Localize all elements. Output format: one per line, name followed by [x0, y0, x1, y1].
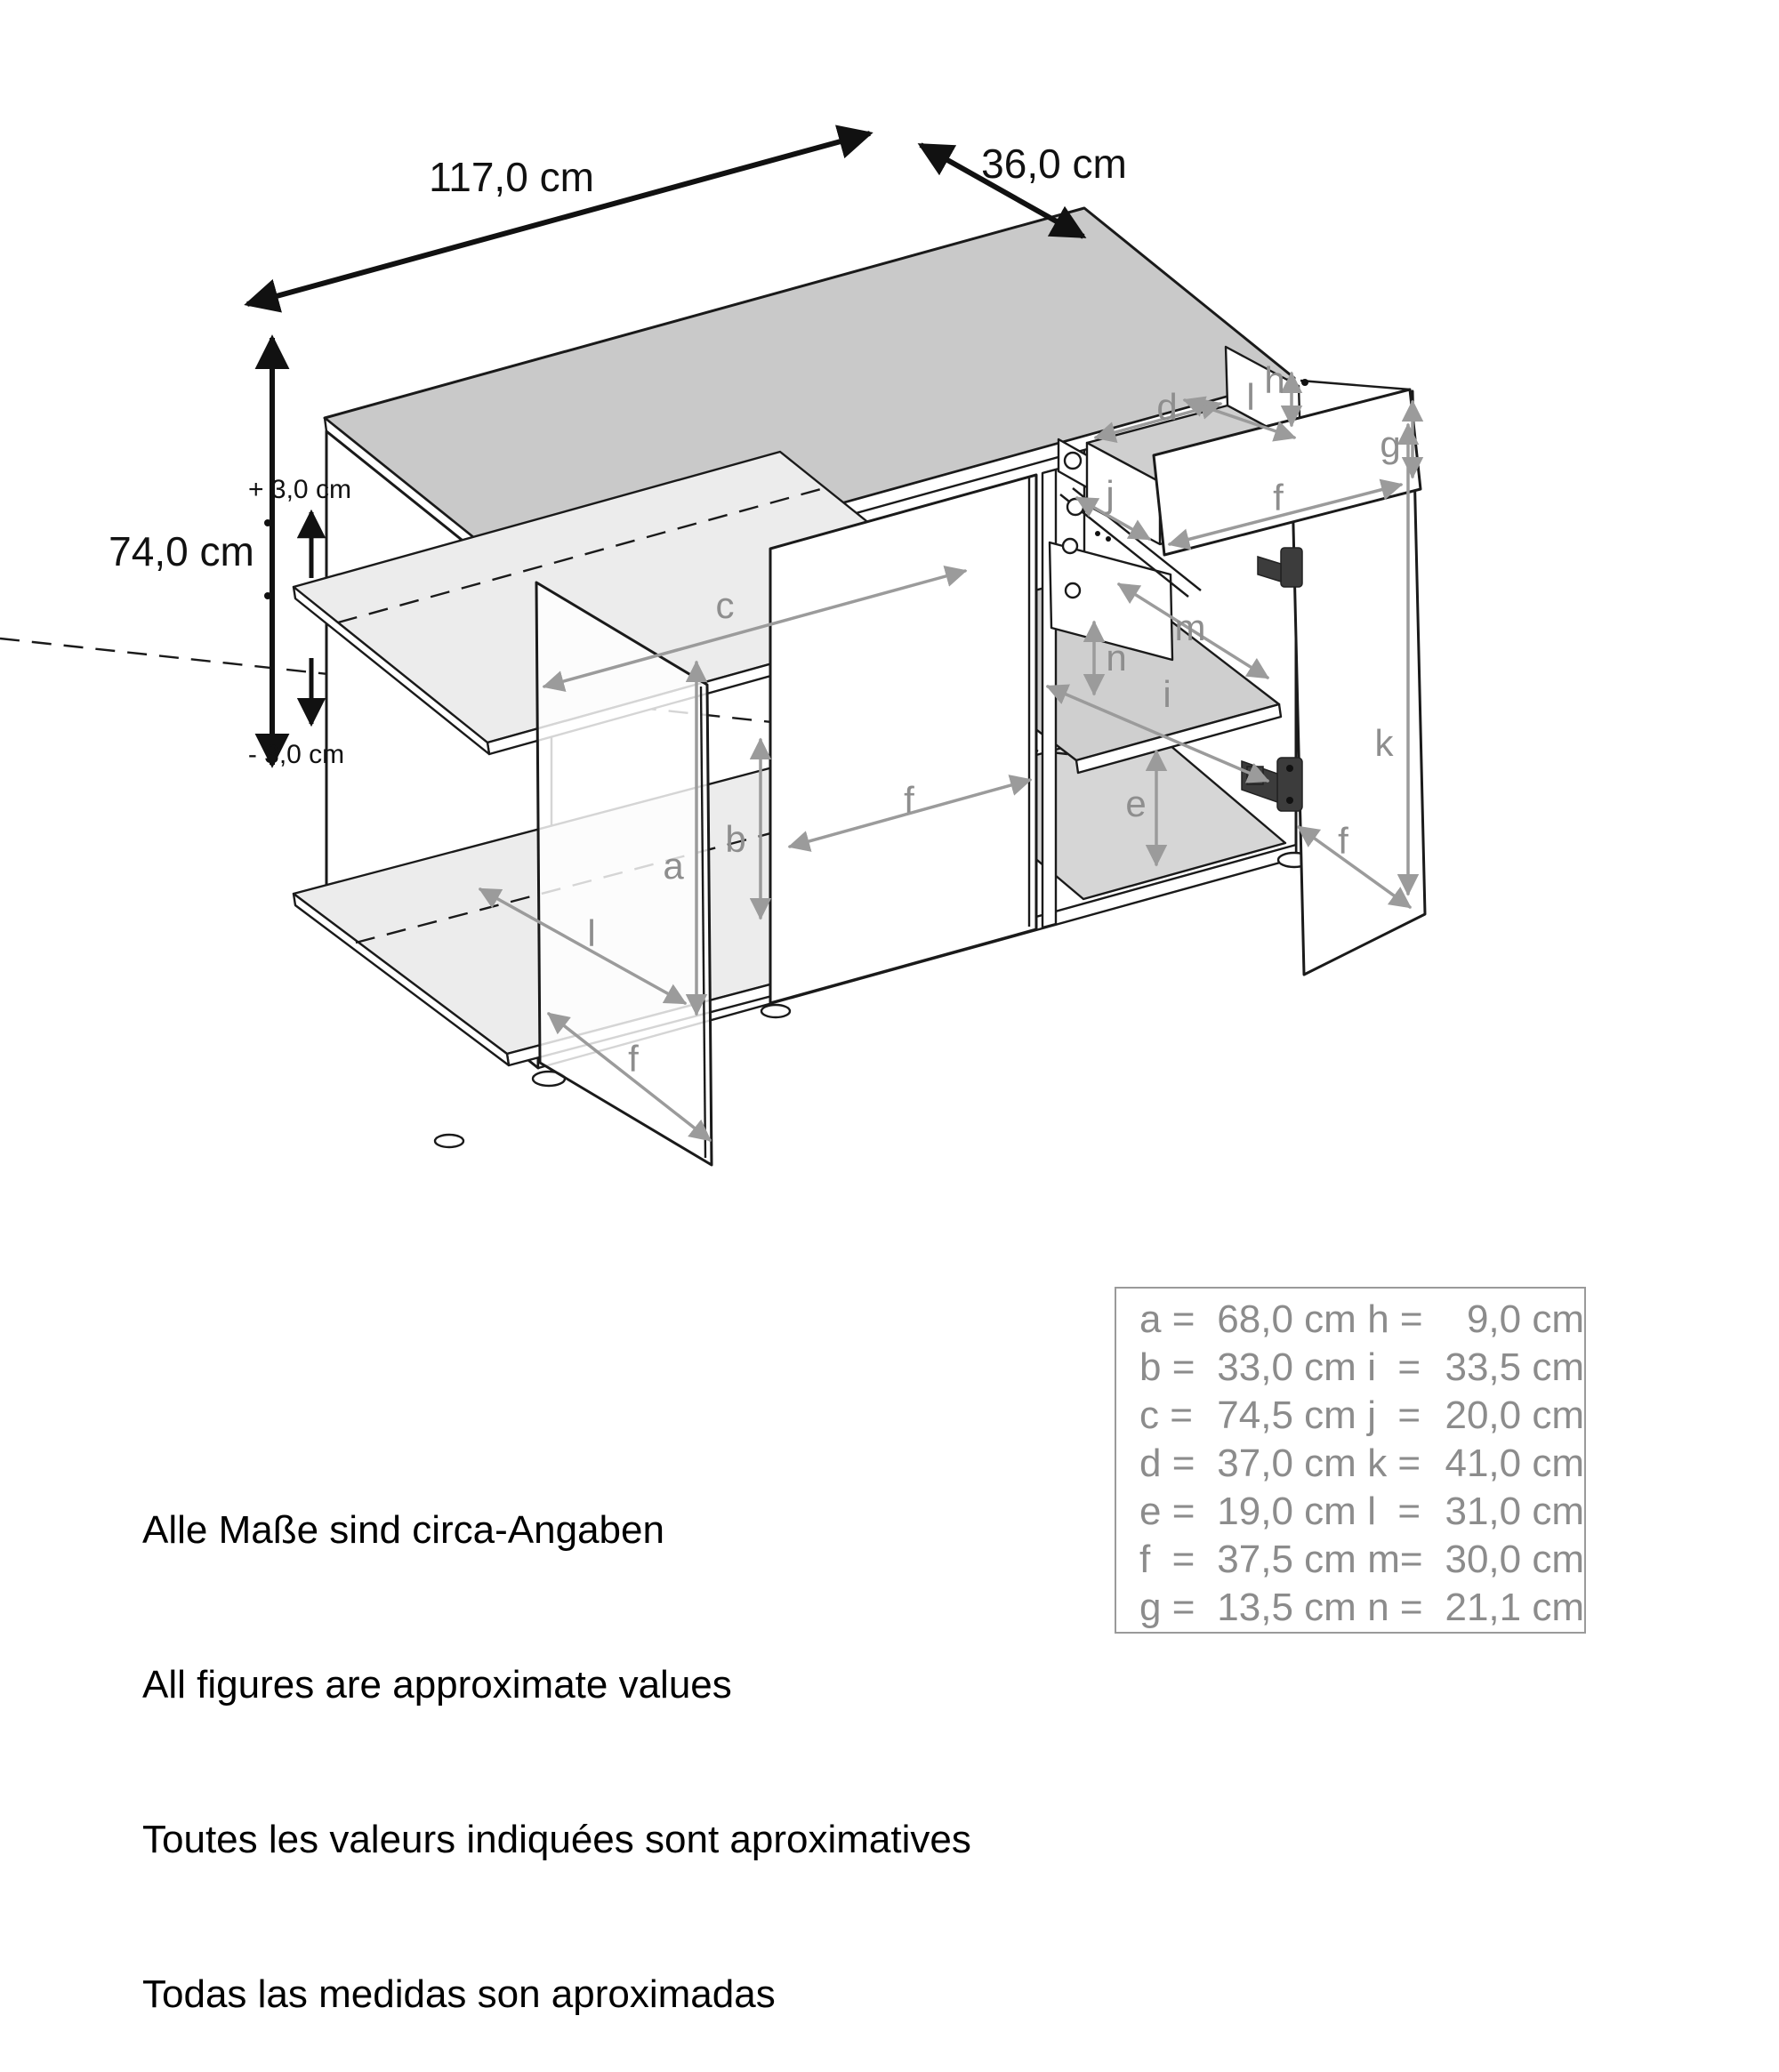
height-dimension [109, 338, 272, 765]
part-label-m: m [1174, 606, 1206, 648]
legend-key: b = [1139, 1345, 1195, 1389]
legend-value: 21,1 cm [1445, 1586, 1584, 1629]
part-label-c: c [715, 584, 735, 626]
legend-value: 33,0 cm [1217, 1345, 1356, 1389]
part-label-k: k [1374, 722, 1394, 764]
part-label-f: f [1273, 477, 1284, 518]
note-line: Todas las medidas son aproximadas [142, 1972, 776, 2016]
legend-key: d = [1139, 1442, 1195, 1485]
measurement-notes [142, 1401, 971, 2072]
center-divider [1042, 470, 1056, 928]
width-dimension [247, 133, 870, 304]
drawer-hole-dot [1301, 379, 1308, 386]
part-label-j: j [1106, 473, 1115, 515]
legend-box [1115, 1287, 1586, 1634]
legend-key: e = [1139, 1490, 1195, 1533]
width-dimension-label: 117,0 cm [429, 154, 594, 200]
part-label-g: g [1380, 423, 1401, 465]
part-label-h: h [1264, 359, 1285, 401]
legend-value: 33,5 cm [1445, 1345, 1584, 1389]
part-label-f: f [904, 779, 914, 821]
part-label-i: i [1163, 673, 1171, 715]
legend-value: 41,0 cm [1445, 1442, 1584, 1485]
note-line: Toutes les valeurs indiquées sont aproximatives [142, 1818, 971, 1861]
legend-row [1139, 1584, 1584, 1632]
depth-dimension-label: 36,0 cm [981, 141, 1127, 187]
height-dimension-label: 74,0 cm [109, 528, 254, 574]
legend-value: 74,5 cm [1217, 1393, 1356, 1437]
legend-key: h = [1367, 1297, 1423, 1341]
legend-row [1139, 1392, 1584, 1440]
note-line: All figures are approximate values [142, 1663, 732, 1707]
part-label-b: b [725, 818, 746, 860]
legend-key: j = [1367, 1393, 1421, 1437]
legend-value: 68,0 cm [1217, 1297, 1356, 1341]
shelf-adjust-up-label: + 3,0 cm [248, 475, 351, 504]
legend-key: m= [1367, 1538, 1423, 1581]
legend-key: a = [1139, 1297, 1195, 1341]
legend-value: 19,0 cm [1217, 1490, 1356, 1533]
note-line: Alle Maße sind circa-Angaben [142, 1508, 664, 1552]
legend-value: 31,0 cm [1445, 1490, 1584, 1533]
part-label-l: l [1246, 376, 1255, 418]
part-label-l: l [587, 912, 596, 954]
hinge-middle-icon [1242, 758, 1302, 811]
part-label-a: a [663, 845, 684, 887]
center-door [770, 475, 1036, 1003]
legend-key: g = [1139, 1586, 1195, 1629]
legend-value: 37,5 cm [1217, 1538, 1356, 1581]
legend-row [1139, 1344, 1584, 1392]
legend-value: 9,0 cm [1445, 1297, 1584, 1341]
legend-value: 37,0 cm [1217, 1442, 1356, 1485]
legend-row [1139, 1488, 1584, 1536]
part-label-e: e [1125, 783, 1147, 824]
legend-row [1139, 1440, 1584, 1488]
shelf-adjust-down-label: - 3,0 cm [247, 740, 345, 769]
part-label-n: n [1106, 637, 1127, 679]
legend-key: l = [1367, 1490, 1421, 1533]
legend-value: 30,0 cm [1445, 1538, 1584, 1581]
part-label-d: d [1156, 386, 1178, 428]
legend-row [1139, 1536, 1584, 1584]
part-label-f: f [628, 1038, 639, 1080]
legend-key: c = [1139, 1393, 1193, 1437]
legend-key: i = [1367, 1345, 1421, 1389]
legend-key: n = [1367, 1586, 1423, 1629]
part-label-f: f [1338, 820, 1348, 862]
hinge-top-icon [1258, 548, 1302, 587]
legend-value: 20,0 cm [1445, 1393, 1584, 1437]
legend-key: f = [1139, 1538, 1195, 1581]
legend-row [1139, 1296, 1584, 1344]
legend-value: 13,5 cm [1217, 1586, 1356, 1629]
legend-key: k = [1367, 1442, 1421, 1485]
